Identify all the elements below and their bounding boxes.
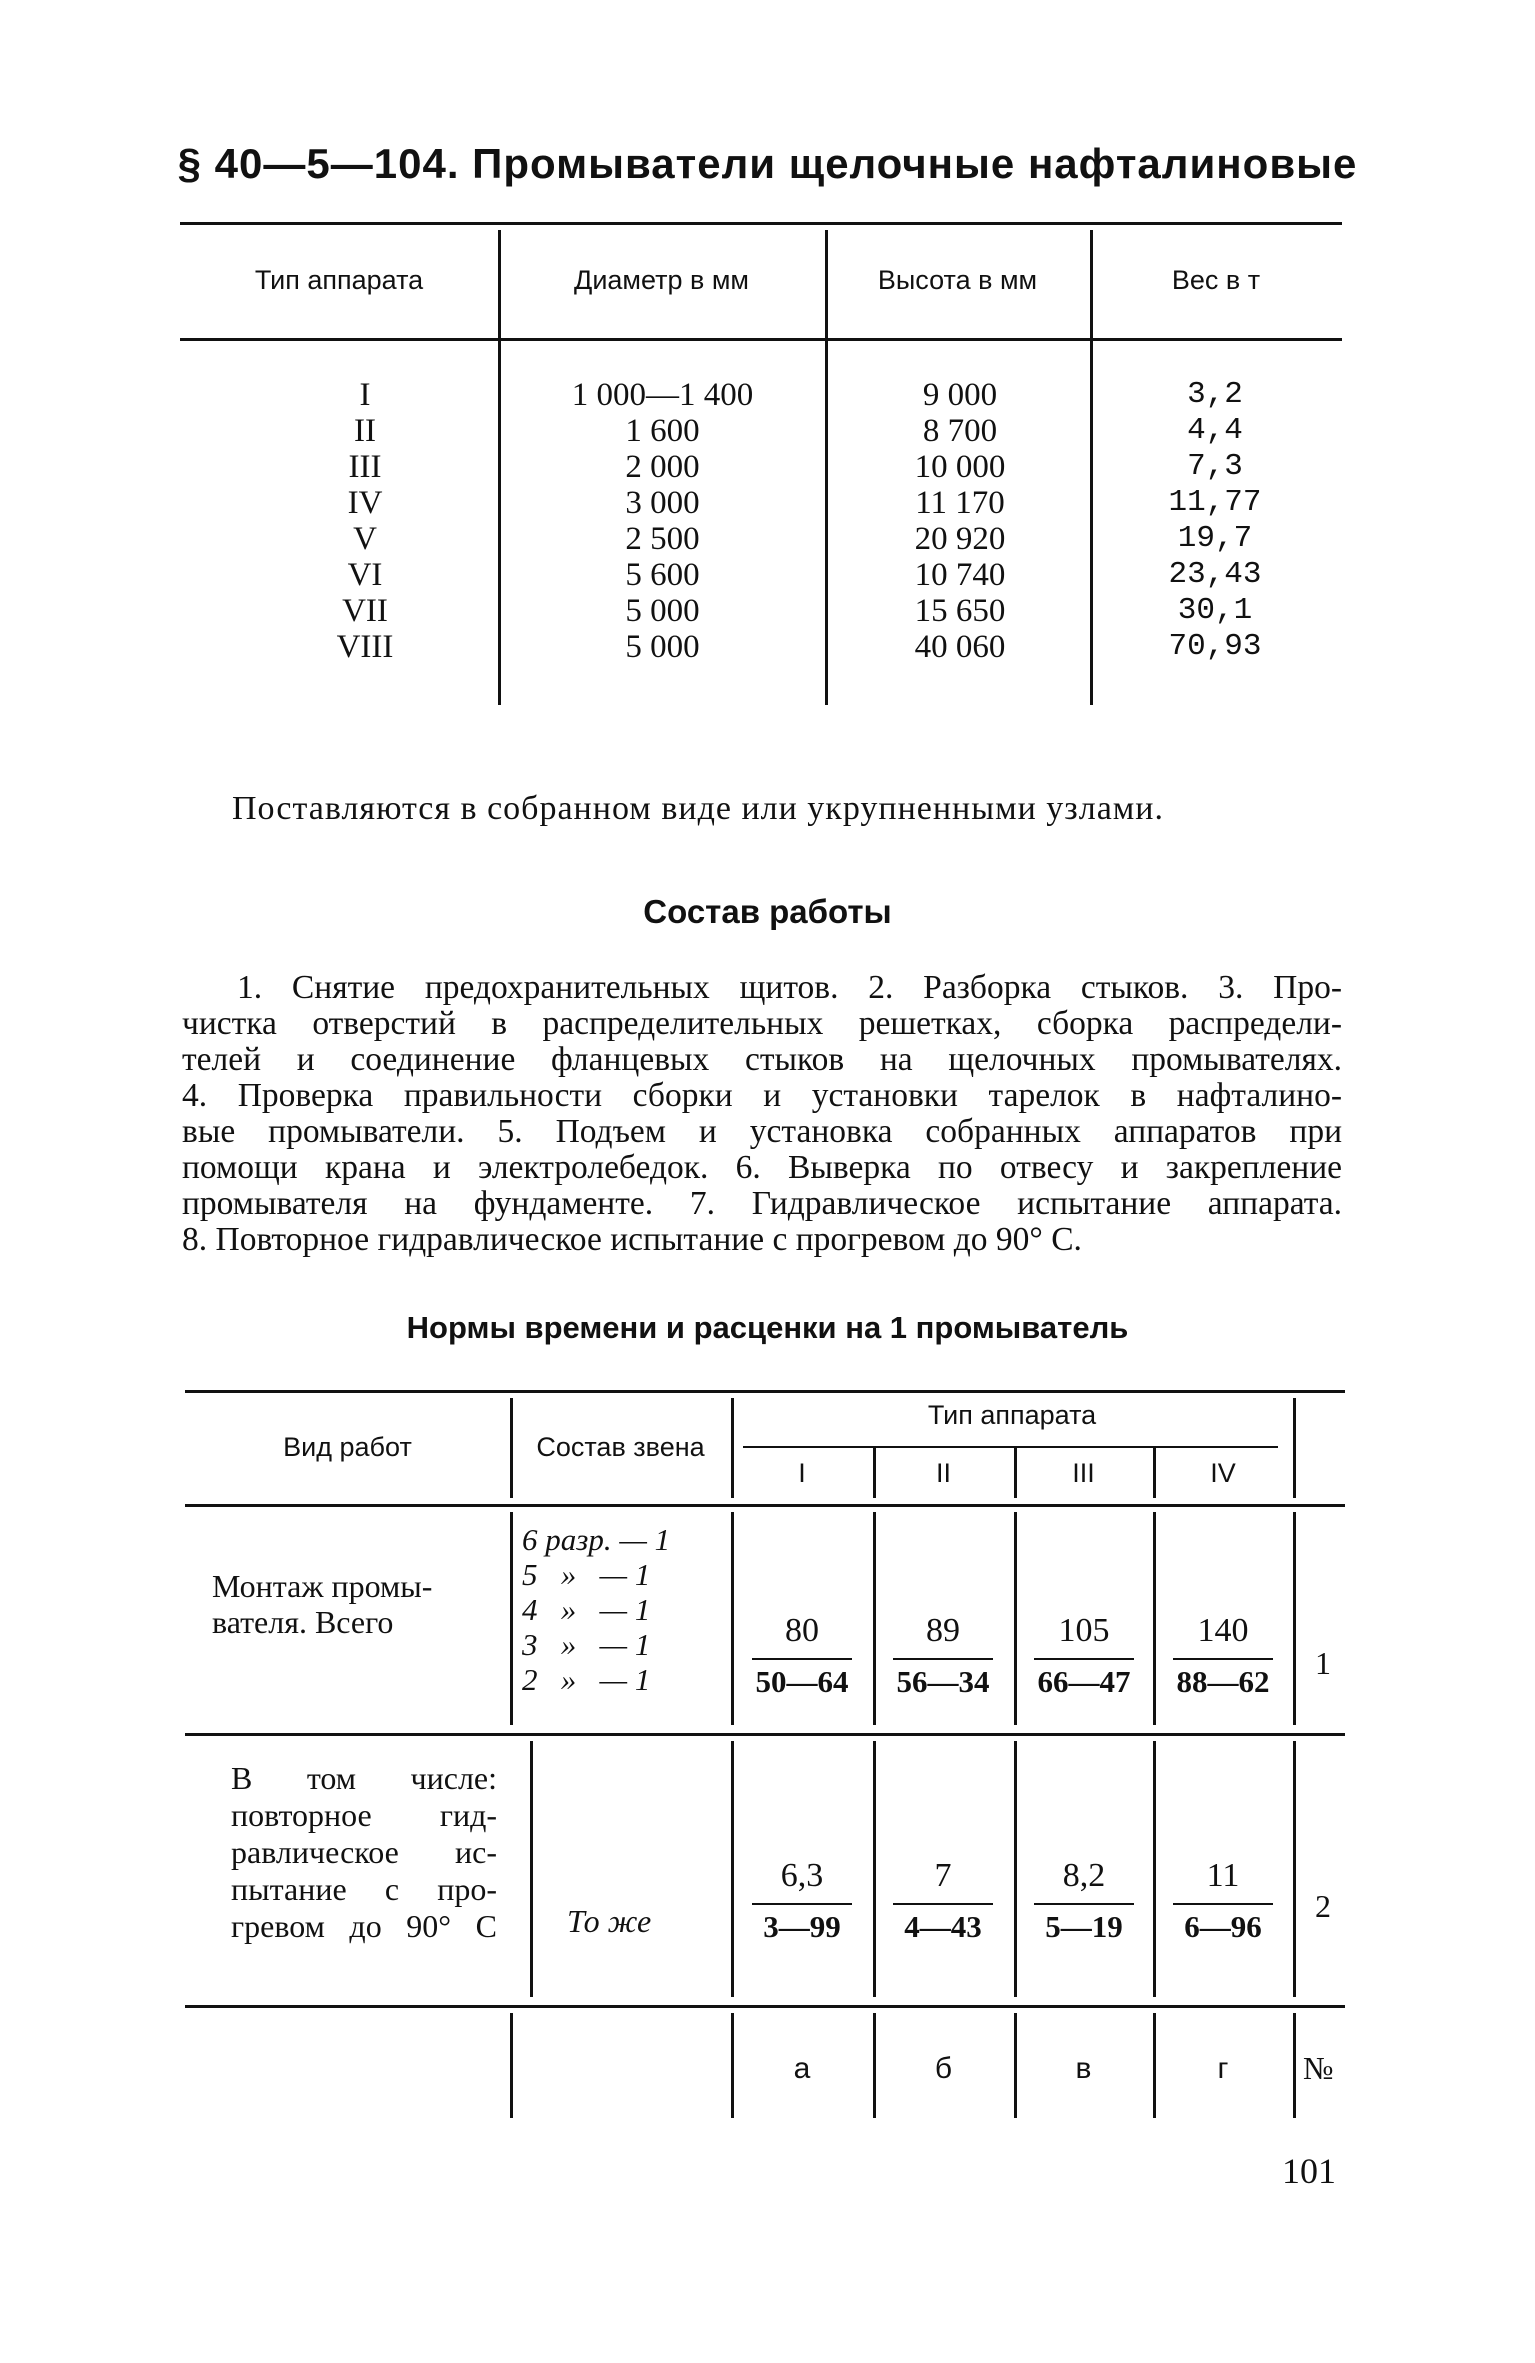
norm-rate: 88—62: [1176, 1664, 1270, 1699]
norm-rate: 66—47: [1037, 1664, 1131, 1699]
row2-work-line: пытание с про-: [231, 1871, 497, 1907]
norm-time: 11: [1206, 1857, 1240, 1894]
work-line: 8. Повторное гидравлическое испытание с прогревом до 90° С.: [182, 1221, 1082, 1258]
crew-composition: [522, 1522, 670, 1697]
row2-work-line: равлическое ис-: [231, 1834, 497, 1870]
norm-rate: 5—19: [1045, 1909, 1123, 1944]
row1-norm-type4: [1153, 1612, 1293, 1700]
row2-norm-type1: [732, 1857, 872, 1945]
work-line: 4. Проверка правильности сборки и установки тарелок в нафталино-: [182, 1077, 1342, 1114]
norms-heading: Нормы времени и расценки на 1 промыватель: [406, 1310, 1129, 1345]
norm-time: 7: [934, 1857, 952, 1894]
header-weight: Вес в т: [1171, 264, 1261, 295]
height-cell: 11 170: [915, 485, 1005, 521]
height-cell: 8 700: [922, 413, 998, 449]
type-cell: VI: [347, 557, 383, 593]
header-type-3: III: [1072, 1458, 1095, 1488]
work-heading: Состав работы: [643, 893, 892, 930]
weight-cell: 19,7: [1177, 521, 1253, 556]
norm-time: 8,2: [1062, 1857, 1106, 1894]
height-cell: 20 920: [914, 521, 1006, 557]
header-type: Тип аппарата: [254, 264, 424, 295]
row2-norm-type4: [1153, 1857, 1293, 1945]
row2-work-line: гревом до 90° С: [231, 1908, 497, 1944]
row1-number: 1: [1315, 1645, 1331, 1681]
work-line: помощи крана и электролебедок. 6. Выверка по отвесу и закрепление: [182, 1149, 1342, 1186]
row1-work-line: Монтаж промы-: [212, 1568, 433, 1604]
weight-cell: 30,1: [1177, 593, 1253, 628]
crew-line: 4 » — 1: [522, 1592, 651, 1627]
diameter-cell: 5 000: [625, 629, 700, 665]
norm-time: 89: [926, 1612, 960, 1649]
diameter-cell: 5 000: [625, 593, 700, 629]
norm-time: 105: [1058, 1612, 1110, 1649]
diameter-cell: 5 600: [625, 557, 700, 593]
supply-note: Поставляются в собранном виде или укрупненными узлами.: [232, 790, 1165, 827]
work-line: чистка отверстий в распределительных решетках, сборка распредели-: [182, 1005, 1342, 1042]
header-diameter: Диаметр в мм: [574, 264, 749, 295]
row2-work-line: В том числе:: [231, 1760, 497, 1796]
norm-time: 80: [785, 1612, 819, 1649]
type-cell: IV: [347, 485, 383, 521]
norm-rate: 6—96: [1184, 1909, 1262, 1944]
norm-rate: 4—43: [904, 1909, 982, 1944]
crew-line: 5 » — 1: [522, 1557, 651, 1592]
header-type-2: II: [935, 1458, 951, 1488]
row2-norm-type2: [873, 1857, 1013, 1945]
work-description: [182, 970, 1342, 1258]
header-height: Высота в мм: [877, 264, 1038, 295]
type-cell: I: [359, 377, 371, 413]
type-cell: III: [348, 449, 382, 485]
row2-number: 2: [1315, 1888, 1331, 1924]
work-line: промывателя на фундаменте. 7. Гидравлическое испытание аппарата.: [182, 1185, 1342, 1222]
diameter-cell: 1 600: [625, 413, 700, 449]
work-line: телей и соединение фланцевых стыков на щелочных промывателях.: [182, 1041, 1342, 1078]
number-sign-label: №: [1303, 2050, 1334, 2086]
work-line: 1. Снятие предохранительных щитов. 2. Разборка стыков. 3. Про-: [237, 969, 1342, 1006]
norms-table: [185, 1390, 1345, 2125]
row1-work-name: [212, 1568, 432, 1640]
norm-rate: 3—99: [763, 1909, 841, 1944]
row2-work-name: [231, 1760, 497, 1945]
height-cell: 10 000: [914, 449, 1006, 485]
column-letter-v: в: [1075, 2052, 1092, 2085]
column-heights: [840, 377, 1080, 665]
column-letter-a: а: [793, 2052, 811, 2085]
row1-norm-type3: [1014, 1612, 1154, 1700]
weight-cell: 4,4: [1187, 413, 1243, 448]
crew-line: 3 » — 1: [522, 1627, 651, 1662]
crew-line: 2 » — 1: [522, 1662, 651, 1697]
row1-work-line: вателя. Всего: [212, 1604, 394, 1640]
work-line: вые промыватели. 5. Подъем и установка собранных аппаратов при: [182, 1113, 1342, 1150]
weight-cell: 3,2: [1187, 377, 1243, 412]
norm-time: 6,3: [780, 1857, 824, 1894]
apparatus-dimensions-table: [180, 222, 1342, 722]
page-number: 101: [1282, 2151, 1336, 2191]
weight-cell: 7,3: [1187, 449, 1243, 484]
row2-crew: То же: [567, 1903, 652, 1939]
header-type-1: I: [798, 1458, 806, 1488]
type-cell: VII: [342, 593, 388, 629]
column-weights: [1125, 377, 1305, 665]
norm-time: 140: [1197, 1612, 1249, 1649]
row1-norm-type1: [732, 1612, 872, 1700]
height-cell: 10 740: [914, 557, 1006, 593]
height-cell: 40 060: [914, 629, 1006, 665]
diameter-cell: 1 000—1 400: [571, 377, 754, 413]
header-work-type: Вид работ: [283, 1432, 412, 1462]
norm-rate: 56—34: [896, 1664, 990, 1699]
header-apparatus-type: Тип аппарата: [927, 1400, 1097, 1430]
height-cell: 9 000: [922, 377, 998, 413]
column-letter-g: г: [1217, 2052, 1229, 2085]
crew-line: 6 разр. — 1: [522, 1522, 671, 1557]
row2-norm-type3: [1014, 1857, 1154, 1945]
weight-cell: 23,43: [1168, 557, 1262, 592]
row1-norm-type2: [873, 1612, 1013, 1700]
weight-cell: 70,93: [1168, 629, 1262, 664]
section-title: § 40—5—104. Промыватели щелочные нафталиновые: [177, 140, 1358, 187]
norm-rate: 50—64: [755, 1664, 849, 1699]
diameter-cell: 2 000: [625, 449, 700, 485]
row2-work-line: повторное гид-: [231, 1797, 497, 1833]
column-diameters: [510, 377, 815, 665]
diameter-cell: 2 500: [625, 521, 700, 557]
header-crew: Состав звена: [536, 1432, 705, 1462]
type-cell: V: [353, 521, 377, 557]
column-letter-b: б: [934, 2052, 953, 2085]
column-types: [310, 377, 420, 665]
height-cell: 15 650: [914, 593, 1006, 629]
type-cell: II: [354, 413, 376, 449]
weight-cell: 11,77: [1168, 485, 1262, 520]
header-type-4: IV: [1210, 1458, 1236, 1488]
type-cell: VIII: [336, 629, 394, 665]
diameter-cell: 3 000: [625, 485, 700, 521]
